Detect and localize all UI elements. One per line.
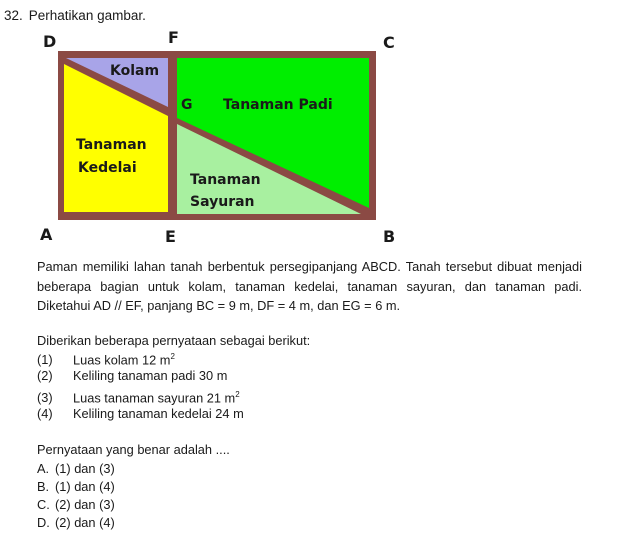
label-C: C (383, 33, 395, 52)
statement-number: (1) (37, 352, 53, 368)
statement-item (37, 348, 175, 368)
option-text: (2) dan (4) (55, 515, 115, 530)
question-number: 32. (4, 8, 23, 23)
option-letter: C. (37, 497, 50, 512)
region-label-kedelai-line1: Tanaman (76, 137, 147, 153)
statement-item (37, 386, 240, 406)
answer-option-c[interactable] (37, 496, 115, 513)
label-G: G (181, 97, 193, 113)
answer-option-b[interactable] (37, 478, 115, 495)
statement-text: Luas kolam 12 m (73, 352, 171, 368)
statement-item (37, 367, 227, 384)
question-prompt: Pernyataan yang benar adalah .... (37, 442, 230, 457)
region-label-sayuran-line1: Tanaman (190, 172, 261, 188)
region-label-sayuran-line2: Sayuran (190, 194, 255, 210)
option-text: (1) dan (4) (55, 479, 115, 494)
statement-sup: 2 (235, 390, 240, 399)
statement-item (37, 405, 244, 422)
statement-number: (3) (37, 390, 53, 406)
label-B: B (383, 227, 396, 246)
label-E: E (165, 227, 176, 246)
statement-text: Keliling tanaman kedelai 24 m (73, 406, 244, 421)
label-A: A (40, 225, 53, 244)
statement-sup: 2 (170, 352, 175, 361)
statement-number: (2) (37, 368, 53, 383)
region-label-padi: Tanaman Padi (223, 97, 333, 113)
option-text: (2) dan (3) (55, 497, 115, 512)
label-F: F (168, 28, 179, 47)
statement-text: Keliling tanaman padi 30 m (73, 368, 228, 383)
option-letter: A. (37, 461, 50, 476)
option-text: (1) dan (3) (55, 461, 115, 476)
answer-option-a[interactable] (37, 460, 115, 477)
statements-intro: Diberikan beberapa pernyataan sebagai berikut: (37, 333, 311, 348)
region-label-kedelai-line2: Kedelai (78, 160, 137, 176)
question-intro: Perhatikan gambar. (28, 8, 146, 23)
option-letter: B. (37, 479, 50, 494)
statement-number: (4) (37, 406, 53, 421)
problem-paragraph: Paman memiliki lahan tanah berbentuk persegipanjang ABCD. Tanah tersebut dibuat menjadi beberapa bagian untuk kolam, tanaman kedelai, tanaman sayuran, dan tanaman padi. Diketahui AD // EF, panjang BC = 9 m, DF = 4 m, dan EG = 6 m. (37, 259, 582, 313)
region-label-kolam: Kolam (110, 63, 160, 79)
land-figure (0, 0, 627, 250)
option-letter: D. (37, 515, 50, 530)
statement-text: Luas tanaman sayuran 21 m (73, 390, 236, 406)
label-D: D (43, 32, 57, 51)
answer-option-d[interactable] (37, 514, 115, 531)
